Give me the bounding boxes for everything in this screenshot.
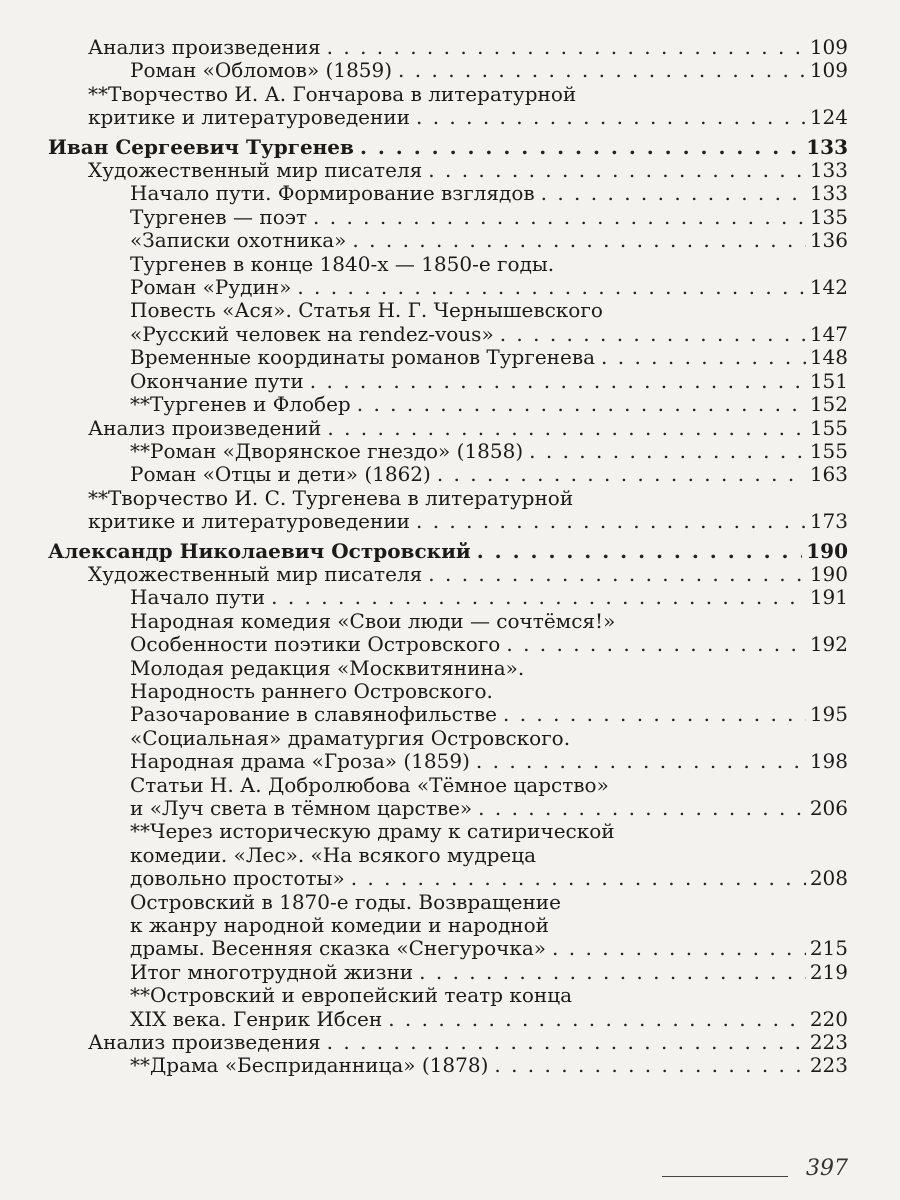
dot-leader [601, 346, 806, 369]
toc-entry-title-line: Художественный мир писателя [88, 158, 423, 183]
toc-entry-title-line: критике и литературоведении [88, 509, 410, 534]
dot-leader [428, 159, 806, 182]
toc-page-number: 133 [809, 158, 848, 183]
toc-page-number: 124 [809, 105, 848, 130]
dot-leader [297, 276, 805, 299]
toc-entry [48, 206, 848, 229]
toc-entry-title-line: комедии. «Лес». «На всякого мудреца [130, 842, 537, 867]
toc-entry-title-line: Роман «Обломов» (1859) [130, 58, 393, 83]
dot-leader [357, 393, 806, 416]
dot-leader [506, 633, 805, 656]
toc-author-heading [48, 540, 848, 563]
toc-entry [48, 820, 848, 890]
toc-page-number: 136 [809, 228, 848, 253]
toc-entry-title-line: «Русский человек на rendez-vous» [130, 321, 494, 346]
toc-entry-title-line: Разочарование в славянофильстве [130, 702, 497, 727]
toc-entry-title-line: «Записки охотника» [130, 228, 347, 253]
toc-page-number: 155 [809, 438, 848, 463]
toc-entry [48, 59, 848, 82]
dot-leader [327, 417, 805, 440]
toc-page-number: 195 [809, 702, 848, 727]
footer-rule [662, 1176, 788, 1177]
dot-leader [416, 510, 806, 533]
toc-entry-title-line: Роман «Рудин» [130, 275, 292, 300]
dot-leader [478, 797, 806, 820]
toc-entry-title-line: **Островский и европейский театр конца [130, 983, 573, 1008]
dot-leader [419, 961, 806, 984]
toc-page-number: 223 [809, 1053, 848, 1078]
toc-author-heading [48, 136, 848, 159]
toc-entry [48, 36, 848, 59]
toc-entry-title-line: Народная драма «Гроза» (1859) [130, 749, 470, 774]
dot-leader [552, 937, 806, 960]
dot-leader [494, 1054, 805, 1077]
toc-page-number: 151 [809, 368, 848, 393]
toc-page-number: 148 [809, 345, 848, 370]
toc-entry [48, 586, 848, 609]
toc-entry [48, 159, 848, 182]
toc-entry-title-line: **Творчество И. С. Тургенева в литературной [88, 485, 574, 510]
toc-entry-title-line: Особенности поэтики Островского [130, 632, 501, 657]
dot-leader [437, 463, 806, 486]
toc-page-number: 133 [806, 134, 848, 159]
toc-entry-title-line: Александр Николаевич Островский [48, 538, 471, 563]
toc-page-number: 109 [809, 35, 848, 59]
toc-entry-title-line: Иван Сергеевич Тургенев [48, 134, 354, 159]
toc-entry-title-line: Повесть «Ася». Статья Н. Г. Чернышевского [130, 298, 603, 323]
toc-page-number: 208 [809, 866, 848, 891]
toc-entry [48, 610, 848, 657]
dot-leader [398, 59, 806, 82]
toc-page-number: 147 [809, 321, 848, 346]
toc-entry [48, 1054, 848, 1077]
dot-leader [503, 703, 806, 726]
dot-leader [351, 867, 806, 890]
page-number: 397 [806, 1156, 848, 1181]
toc-entry-title-line: драмы. Весенняя сказка «Снегурочка» [130, 936, 547, 961]
dot-leader [327, 36, 806, 59]
toc-entry-title-line: **Роман «Дворянское гнездо» (1858) [130, 438, 524, 463]
toc-page-number: 219 [809, 959, 848, 984]
toc-entry [48, 487, 848, 534]
toc-entry-title-line: Молодая редакция «Москвитянина». [130, 655, 525, 680]
dot-leader [310, 370, 806, 393]
toc-page-number: 163 [809, 462, 848, 487]
toc-page-number: 191 [809, 585, 848, 610]
dot-leader [541, 182, 806, 205]
toc-entry-title-line: Народность раннего Островского. [130, 678, 493, 703]
toc-entry [48, 83, 848, 130]
toc-entry [48, 961, 848, 984]
toc-entry [48, 463, 848, 486]
dot-leader [477, 540, 803, 563]
toc-entry [48, 370, 848, 393]
dot-leader [529, 440, 806, 463]
toc-page-number: 155 [809, 415, 848, 440]
toc-entry-title-line: Островский в 1870-е годы. Возвращение [130, 889, 561, 914]
toc-entry-title-line: Тургенев — поэт [130, 204, 308, 229]
toc-entry-title-line: Итог многотрудной жизни [130, 959, 414, 984]
toc-entry [48, 774, 848, 821]
toc-entry-title-line: Анализ произведения [88, 1030, 321, 1055]
toc-entry-title-line: Анализ произведений [88, 415, 322, 440]
toc-entry [48, 253, 848, 300]
toc-entry [48, 1031, 848, 1054]
toc-page-number: 192 [809, 632, 848, 657]
dot-leader [327, 1031, 806, 1054]
toc-entry-title-line: **Драма «Бесприданница» (1878) [130, 1053, 489, 1078]
toc-entry-title-line: Народная комедия «Свои люди — сочтёмся!» [130, 608, 616, 633]
toc-entry [48, 563, 848, 586]
toc-entry-title-line: Временные координаты романов Тургенева [130, 345, 596, 370]
toc-entry [48, 417, 848, 440]
toc-entry [48, 657, 848, 727]
table-of-contents [48, 36, 848, 1078]
toc-entry [48, 299, 848, 346]
toc-entry-title-line: и «Луч света в тёмном царстве» [130, 796, 473, 820]
toc-entry-title-line: Анализ произведения [88, 35, 321, 59]
toc-entry-title-line: Статьи Н. А. Добролюбова «Тёмное царство» [130, 772, 609, 797]
toc-entry-title-line: Начало пути [130, 585, 266, 610]
toc-page-number: 135 [809, 204, 848, 229]
dot-leader [476, 750, 806, 773]
toc-entry-title-line: XIX века. Генрик Ибсен [130, 1006, 383, 1031]
toc-entry-title-line: Художественный мир писателя [88, 561, 423, 586]
toc-page-number: 223 [809, 1030, 848, 1055]
toc-page-number: 109 [809, 58, 848, 83]
toc-page-number: 142 [809, 275, 848, 300]
toc-entry-title-line: **Тургенев и Флобер [130, 392, 351, 417]
dot-leader [428, 563, 806, 586]
toc-entry [48, 393, 848, 416]
toc-entry-title-line: Тургенев в конце 1840-х — 1850-е годы. [130, 251, 555, 276]
toc-entry-title-line: довольно простоты» [130, 866, 345, 891]
dot-leader [416, 106, 806, 129]
toc-entry-title-line: критике и литературоведении [88, 105, 410, 130]
toc-page-number: 173 [809, 509, 848, 534]
toc-page-number: 152 [809, 392, 848, 417]
toc-entry [48, 440, 848, 463]
toc-entry [48, 229, 848, 252]
toc-page-number: 133 [809, 181, 848, 206]
toc-entry-title-line: Роман «Отцы и дети» (1862) [130, 462, 431, 487]
toc-entry [48, 891, 848, 961]
toc-entry-title-line: **Творчество И. А. Гончарова в литературной [88, 81, 577, 106]
toc-page-number: 190 [806, 538, 848, 563]
toc-entry [48, 727, 848, 774]
toc-entry-title-line: «Социальная» драматургия Островского. [130, 725, 571, 750]
toc-page-number: 215 [809, 936, 848, 961]
toc-entry [48, 182, 848, 205]
dot-leader [313, 206, 806, 229]
toc-entry-title-line: к жанру народной комедии и народной [130, 913, 549, 938]
dot-leader [388, 1008, 806, 1031]
toc-page-number: 220 [809, 1006, 848, 1031]
toc-page-number: 198 [809, 749, 848, 774]
dot-leader [500, 323, 806, 346]
toc-page-number: 206 [809, 796, 848, 820]
toc-entry-title-line: Окончание пути [130, 368, 304, 393]
toc-entry [48, 984, 848, 1031]
toc-page-number: 190 [809, 561, 848, 586]
dot-leader [271, 586, 806, 609]
toc-entry [48, 346, 848, 369]
dot-leader [352, 229, 805, 252]
dot-leader [360, 136, 802, 159]
toc-entry-title-line: Начало пути. Формирование взглядов [130, 181, 535, 206]
toc-entry-title-line: **Через историческую драму к сатирической [130, 819, 615, 844]
